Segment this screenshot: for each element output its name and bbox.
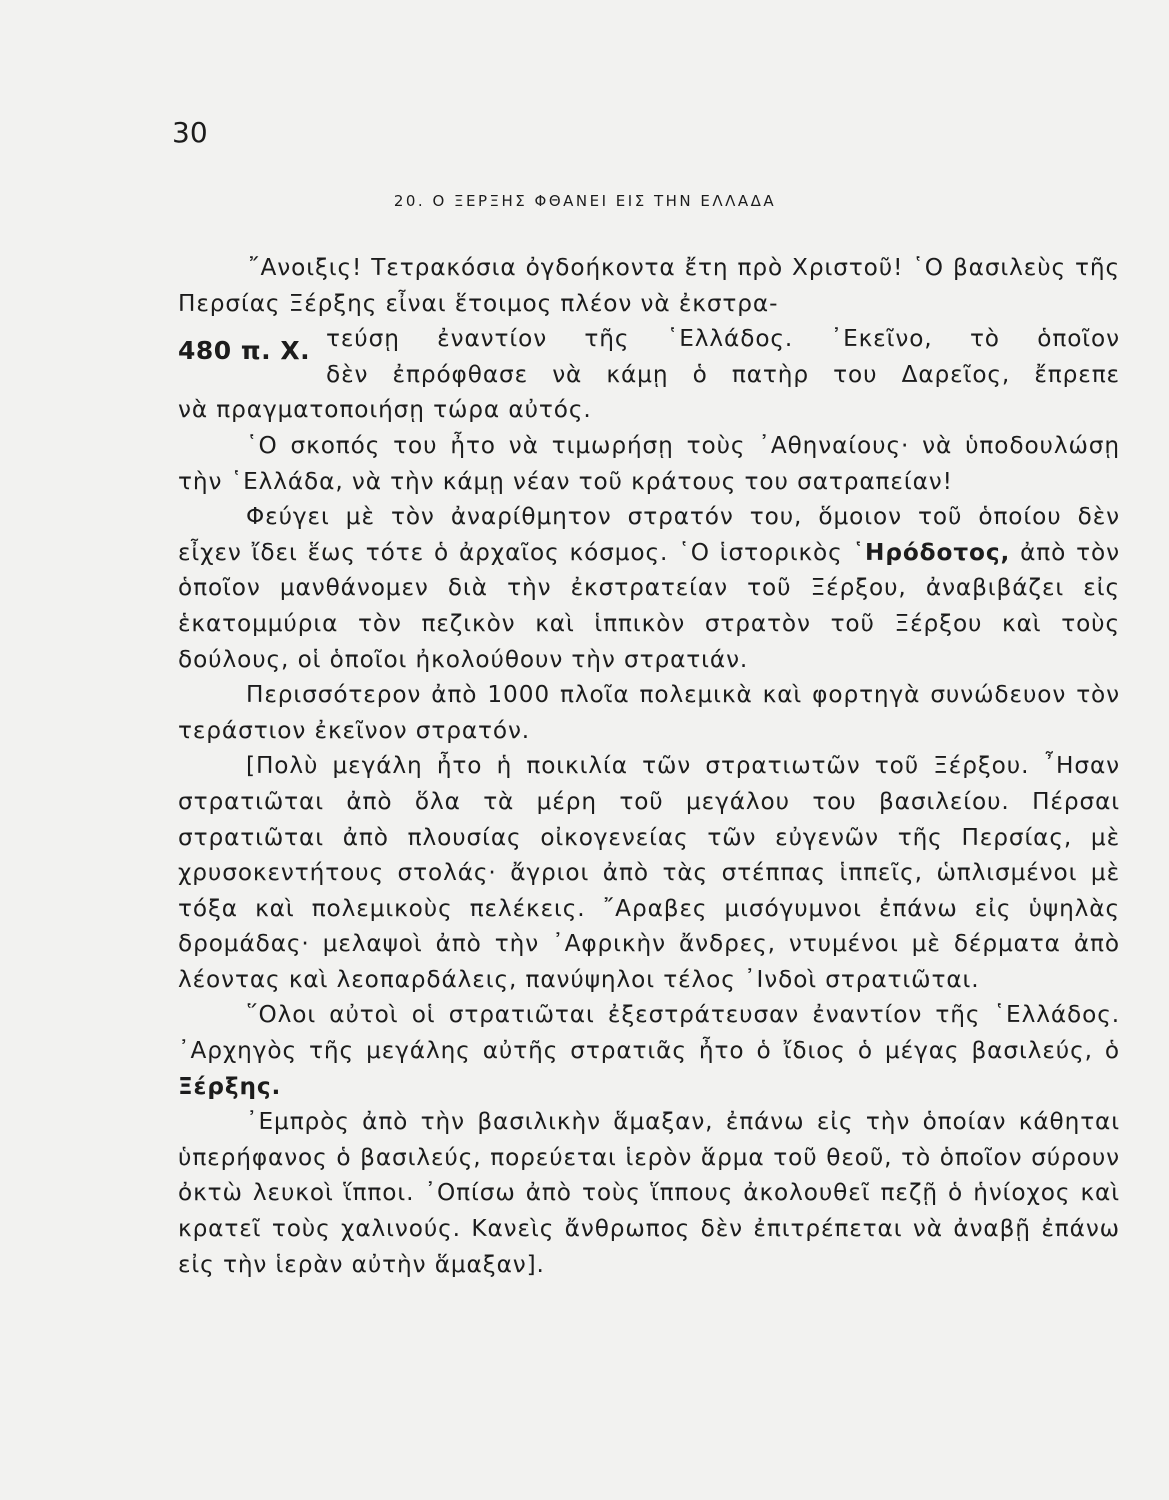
body-text bbox=[178, 250, 1120, 1282]
paragraph-2: ῾Ο σκοπός του ἦτο νὰ τιμωρήσῃ τοὺς ᾿Αθηναίους· νὰ ὑποδουλώσῃ τὴν ῾Ελλάδα, νὰ τὴν κάμῃ νέαν τοῦ κράτους του σατραπείαν! bbox=[178, 431, 1120, 495]
paragraph-3-text-a: Φεύγει μὲ τὸν ἀναρίθμητον στρατόν του, ὅμοιον τοῦ ὁποίου δὲν εἶχεν ἴδει ἕως τότε ὁ ἀρχαῖος κόσμος. ῾Ο ἱστορικὸς bbox=[178, 503, 1120, 566]
herodotus-name: ῾Ηρόδοτος, bbox=[852, 538, 1011, 566]
paragraph-3 bbox=[178, 499, 1120, 677]
page-number: 30 bbox=[172, 116, 208, 149]
paragraph-4: Περισσότερον ἀπὸ 1000 πλοῖα πολεμικὰ καὶ φορτηγὰ συνώδευον τὸν τεράστιον ἐκεῖνον στρατόν. bbox=[178, 681, 1120, 744]
paragraph-1-side-line-1: τεύσῃ ἐναντίον τῆς ῾Ελλάδος. ᾿Εκεῖνο, τὸ ὁποῖον bbox=[326, 325, 1120, 353]
paragraph-5: [Πολὺ μεγάλη ἦτο ἡ ποικιλία τῶν στρατιωτῶν τοῦ Ξέρξου. ῏Ησαν στρατιῶται ἀπὸ ὅλα τὰ μέρη τοῦ μεγάλου του βασιλείου. Πέρσαι στρατιῶται ἀπὸ πλουσίας οἰκογενείας τῶν εὐγενῶν τῆς Περσίας, μὲ χρυσοκεντήτους στολάς· ἄγριοι ἀπὸ τὰς στέππας ἱππεῖς, ὡπλισμένοι μὲ τόξα καὶ πολεμικοὺς πελέκεις. ῎Αραβες μισόγυμνοι ἐπάνω εἰς ὑψηλὰς δρομάδας· μελαψοὶ ἀπὸ τὴν ᾿Αφρικὴν ἄνδρες, ντυμένοι μὲ δέρματα ἀπὸ λέοντας καὶ λεοπαρδάλεις, πανύψηλοι τέλος ᾿Ινδοὶ στρατιῶται. bbox=[178, 752, 1120, 993]
margin-note-lines bbox=[326, 321, 1120, 392]
margin-note-row bbox=[178, 321, 1120, 392]
paragraph-6 bbox=[178, 997, 1120, 1104]
paragraph-1-line-1: ῎Ανοιξις! Τετρακόσια ὀγδοήκοντα ἔτη πρὸ Χριστοῦ! ῾Ο bbox=[248, 254, 944, 281]
chapter-title: 20. Ο ΞΕΡΞΗΣ ΦΘΑΝΕΙ ΕΙΣ ΤΗΝ ΕΛΛΑΔΑ bbox=[393, 192, 777, 210]
margin-date-note: 480 π. Χ. bbox=[178, 336, 311, 366]
paragraph-7: ᾿Εμπρὸς ἀπὸ τὴν βασιλικὴν ἅμαξαν, ἐπάνω εἰς τὴν ὁποίαν κάθηται ὑπερήφανος ὁ βασιλεύς, πορεύεται ἱερὸν ἅρμα τοῦ θεοῦ, τὸ ὁποῖον σύρουν ὀκτὼ λευκοὶ ἵπποι. ᾿Οπίσω ἀπὸ τοὺς ἵππους ἀκολουθεῖ πεζῇ ὁ ἡνίοχος καὶ κρατεῖ τοὺς χαλινούς. Κανεὶς ἄνθρωπος δὲν ἐπιτρέπεται νὰ ἀναβῇ ἐπάνω εἰς τὴν ἱερὰν αὐτὴν ἅμαξαν]. bbox=[178, 1108, 1120, 1278]
paragraph-1-line-2: βασιλεὺς τῆς Περσίας Ξέρξης εἶναι ἕτοιμος πλέον νὰ ἐκστρα- bbox=[178, 254, 1121, 317]
paragraph-1-side-line-2: δὲν ἐπρόφθασε νὰ κάμῃ ὁ πατὴρ του Δαρεῖος, ἔπρεπε bbox=[326, 360, 1120, 388]
paragraph-6-text: ῞Ολοι αὐτοὶ οἱ στρατιῶται ἐξεστράτευσαν ἐναντίον τῆς ῾Ελλάδος. ᾿Αρχηγὸς τῆς μεγάλης αὐτῆς στρατιᾶς ἦτο ὁ ἴδιος ὁ μέγας βασιλεύς, ὁ bbox=[178, 1001, 1120, 1065]
paragraph-3-text-b: ἀπὸ τὸν ὁποῖον μανθάνομεν διὰ τὴν ἐκστρατείαν τοῦ Ξέρξου, ἀναβιβάζει εἰς ἑκατομμύρια τὸν πεζικὸν καὶ ἱππικὸν στρατὸν τοῦ Ξέρξου καὶ τοὺς δούλους, οἱ ὁποῖοι ἠκολούθουν τὴν στρατιάν. bbox=[178, 538, 1120, 673]
xerxes-name: Ξέρξης. bbox=[178, 1072, 282, 1100]
paragraph-1-last-line: νὰ πραγματοποιήσῃ τώρα αὐτός. bbox=[178, 396, 592, 424]
paragraph-1 bbox=[178, 250, 1120, 321]
